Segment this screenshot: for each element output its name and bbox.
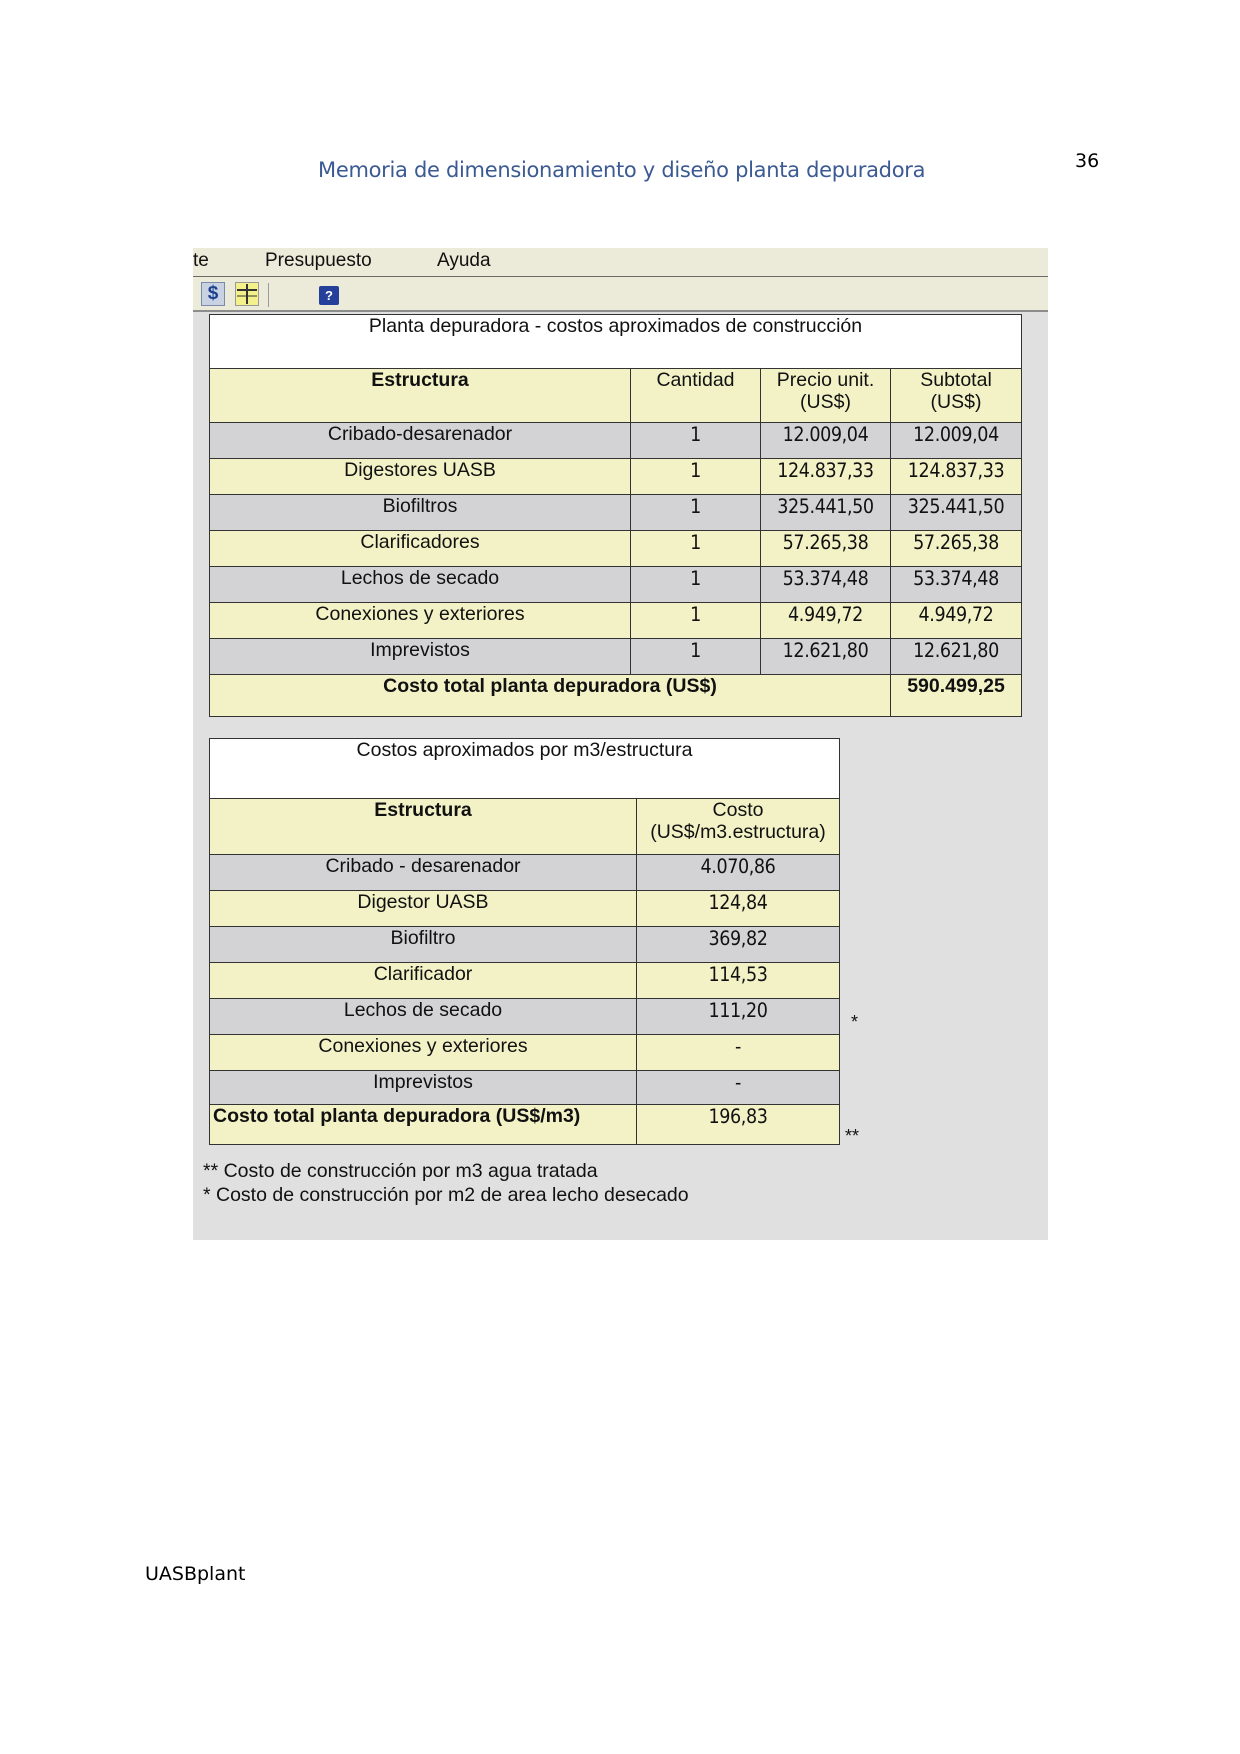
header-subtotal-line2: (US$)	[930, 391, 982, 413]
footnote-m2: * Costo de construcción por m2 de area lecho desecado	[203, 1184, 689, 1206]
construction-cost-table-title: Planta depuradora - costos aproximados de construcción	[210, 315, 1022, 369]
cost-per-m3-table-title: Costos aproximados por m3/estructura	[210, 739, 840, 799]
cell-unit-price: 57.265,38	[761, 531, 891, 567]
table-row	[210, 423, 1022, 459]
cell-unit-price: 124.837,33	[761, 459, 891, 495]
cell-quantity: 1	[631, 639, 761, 675]
cell-structure: Lechos de secado	[210, 999, 637, 1035]
document-footer: UASBplant	[145, 1563, 246, 1585]
table-row	[210, 639, 1022, 675]
table-row	[210, 603, 1022, 639]
cell-subtotal: 124.837,33	[891, 459, 1022, 495]
cell-cost: 369,82	[637, 927, 840, 963]
cell-structure: Biofiltro	[210, 927, 637, 963]
cost-per-m3-table	[209, 738, 840, 1145]
cell-structure: Imprevistos	[210, 639, 631, 675]
cell-quantity: 1	[631, 459, 761, 495]
cell-unit-price: 4.949,72	[761, 603, 891, 639]
table-row	[210, 855, 840, 891]
table-row	[210, 1071, 840, 1105]
cell-structure: Cribado-desarenador	[210, 423, 631, 459]
header-cost-line2: (US$/m3.estructura)	[650, 821, 826, 843]
header-quantity: Cantidad	[631, 369, 761, 423]
page-number: 36	[1075, 150, 1100, 172]
table-row	[210, 567, 1022, 603]
total-row	[210, 1105, 840, 1145]
total-cost-label: Costo total planta depuradora (US$)	[210, 675, 891, 717]
menu-item-presupuesto[interactable]: Presupuesto	[265, 250, 372, 271]
help-icon[interactable]: ?	[319, 286, 339, 305]
header-unit-price-line2: (US$)	[800, 391, 851, 413]
header-structure: Estructura	[210, 799, 637, 855]
cell-structure: Biofiltros	[210, 495, 631, 531]
cell-structure: Cribado - desarenador	[210, 855, 637, 891]
cell-structure: Clarificadores	[210, 531, 631, 567]
cell-subtotal: 57.265,38	[891, 531, 1022, 567]
cell-cost: 111,20	[637, 999, 840, 1035]
cell-cost: 4.070,86	[637, 855, 840, 891]
header-subtotal-line1: Subtotal	[920, 369, 992, 391]
cell-subtotal: 12.009,04	[891, 423, 1022, 459]
cell-unit-price: 325.441,50	[761, 495, 891, 531]
cell-structure: Lechos de secado	[210, 567, 631, 603]
application-screenshot	[193, 248, 1048, 1240]
total-row	[210, 675, 1022, 717]
cell-structure: Conexiones y exteriores	[210, 603, 631, 639]
total-cost-value: 590.499,25	[891, 675, 1022, 717]
grid-icon[interactable]	[235, 282, 259, 306]
single-asterisk-mark: *	[851, 1012, 859, 1032]
table-row	[210, 927, 840, 963]
cell-cost: -	[637, 1071, 840, 1105]
table-row	[210, 891, 840, 927]
cell-cost: 124,84	[637, 891, 840, 927]
document-header-title: Memoria de dimensionamiento y diseño planta depuradora	[318, 158, 926, 182]
table-row	[210, 999, 840, 1035]
cell-quantity: 1	[631, 603, 761, 639]
cell-unit-price: 12.621,80	[761, 639, 891, 675]
header-cost	[637, 799, 840, 855]
cell-structure: Imprevistos	[210, 1071, 637, 1105]
construction-cost-table	[209, 314, 1022, 717]
table-row	[210, 531, 1022, 567]
header-structure: Estructura	[210, 369, 631, 423]
toolbar	[193, 277, 1048, 312]
cell-subtotal: 325.441,50	[891, 495, 1022, 531]
header-subtotal	[891, 369, 1022, 423]
cell-quantity: 1	[631, 567, 761, 603]
total-cost-per-m3-label: Costo total planta depuradora (US$/m3)	[210, 1105, 637, 1145]
cell-quantity: 1	[631, 531, 761, 567]
header-unit-price	[761, 369, 891, 423]
cell-cost: 114,53	[637, 963, 840, 999]
total-cost-per-m3-value: 196,83	[637, 1105, 840, 1145]
cell-structure: Conexiones y exteriores	[210, 1035, 637, 1071]
menu-bar	[193, 248, 1048, 277]
table-row	[210, 1035, 840, 1071]
table-row	[210, 963, 840, 999]
cell-subtotal: 4.949,72	[891, 603, 1022, 639]
cell-cost: -	[637, 1035, 840, 1071]
cell-quantity: 1	[631, 423, 761, 459]
cell-unit-price: 12.009,04	[761, 423, 891, 459]
header-unit-price-line1: Precio unit.	[776, 369, 875, 391]
cell-structure: Digestor UASB	[210, 891, 637, 927]
dollar-icon[interactable]: $	[201, 282, 225, 306]
double-asterisk-mark: **	[845, 1126, 860, 1146]
grid-cross-icon	[237, 284, 257, 304]
cell-quantity: 1	[631, 495, 761, 531]
cell-structure: Digestores UASB	[210, 459, 631, 495]
table-row	[210, 495, 1022, 531]
cell-unit-price: 53.374,48	[761, 567, 891, 603]
toolbar-separator	[268, 283, 269, 307]
cell-subtotal: 53.374,48	[891, 567, 1022, 603]
cell-subtotal: 12.621,80	[891, 639, 1022, 675]
menu-item-ayuda[interactable]: Ayuda	[437, 250, 491, 271]
cell-structure: Clarificador	[210, 963, 637, 999]
table-row	[210, 459, 1022, 495]
footnote-m3: ** Costo de construcción por m3 agua tratada	[203, 1160, 598, 1182]
menu-item-te[interactable]: te	[193, 250, 209, 271]
header-cost-line1: Costo	[712, 799, 764, 821]
